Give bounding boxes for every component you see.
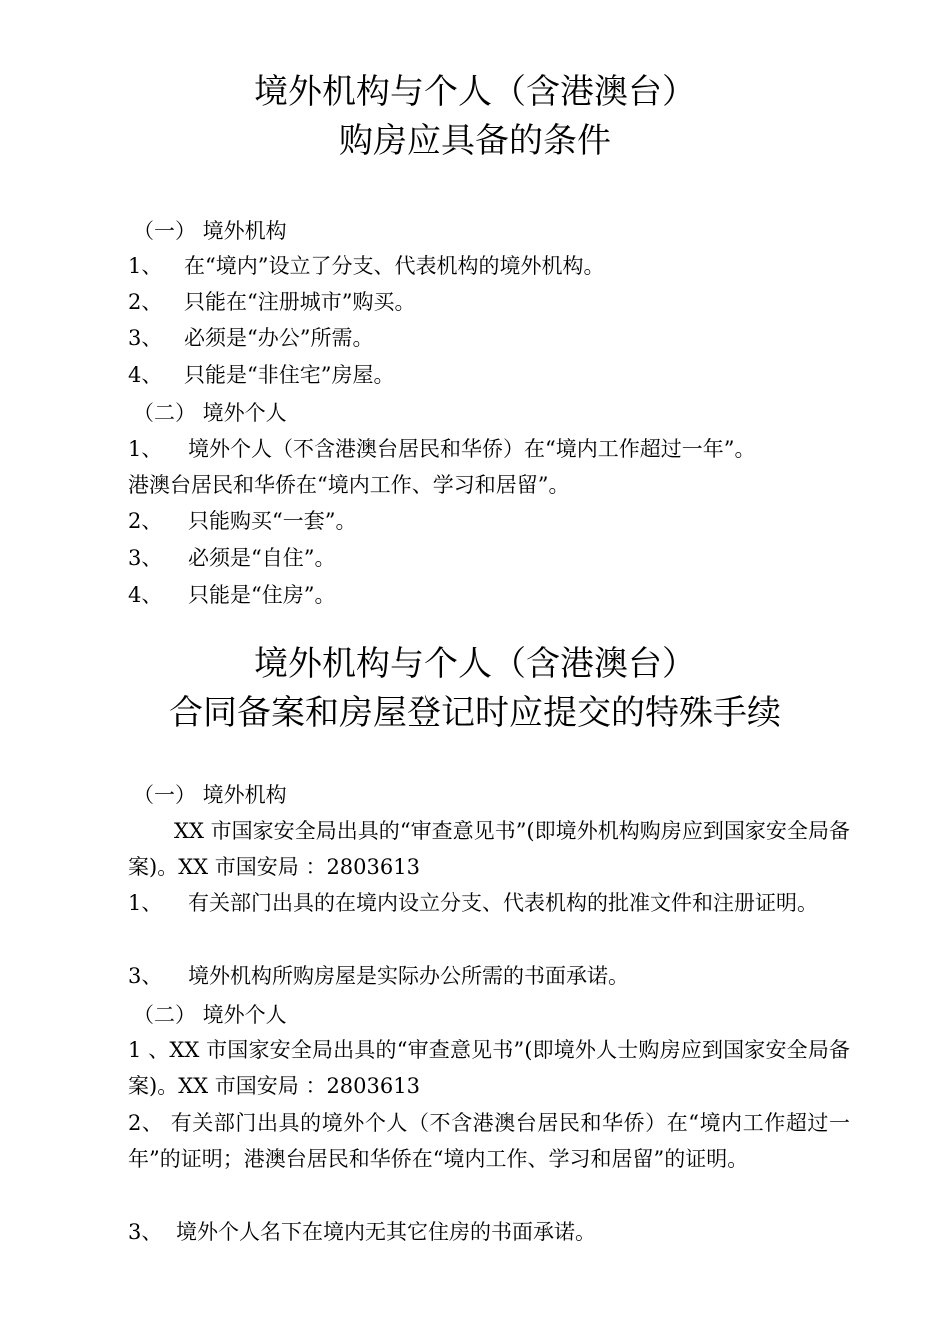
section2-title-line2: 合同备案和房屋登记时应提交的特殊手续 [169,693,781,733]
section1-org-item [128,323,373,353]
item-number: 3、 [128,964,163,988]
section2-org-heading: （一） 境外机构 [133,783,287,807]
item-text: 必须是“办公”所需。 [184,326,374,350]
section1-person-item [128,506,356,536]
section2-org-item [128,961,629,991]
item-number: 3、 [128,326,163,350]
item-text: 只能是“非住宅”房屋。 [184,363,395,387]
section1-org-item [128,360,394,390]
item-number: 3、 [128,546,163,570]
item-number: 4、 [128,583,163,607]
section2-org-item [128,885,850,921]
item-text: 有关部门出具的在境内设立分支、代表机构的批准文件和注册证明。 [188,891,818,915]
item-text: 只能是“住房”。 [188,583,336,607]
item-text: 境外个人（不含港澳台居民和华侨）在“境内工作超过一年”。 [188,437,756,461]
item-number: 2、 [128,509,163,533]
section1-org-item [128,251,604,281]
section1-person-heading: （二） 境外个人 [133,401,287,425]
section2-person-item [128,1217,596,1247]
item-text: 在“境内”设立了分支、代表机构的境外机构。 [184,254,605,278]
section2-person-heading: （二） 境外个人 [133,1003,287,1027]
section1-person-item-continued: 港澳台居民和华侨在“境内工作、学习和居留”。 [128,473,570,497]
section2-person-paragraph: 2、 有关部门出具的境外个人（不含港澳台居民和华侨）在“境内工作超过一年”的证明；港澳台居民和华侨在“境内工作、学习和居留”的证明。 [128,1111,850,1171]
section2-title-line1: 境外机构与个人（含港澳台） [254,644,696,684]
item-text: 只能在“注册城市”购买。 [184,290,416,314]
item-text: 境外个人名下在境内无其它住房的书面承诺。 [176,1220,596,1244]
item-number: 3、 [128,1220,163,1244]
item-number: 1、 [128,254,163,278]
section1-person-item [128,434,755,464]
section1-org-item [128,287,415,317]
section2-person-paragraph: 1 、XX 市国家安全局出具的“审查意见书”(即境外人士购房应到国家安全局备案)。XX 市国安局 ：2803613 [128,1038,850,1098]
section1-title-line1: 境外机构与个人（含港澳台） [254,72,696,112]
item-number: 4、 [128,363,163,387]
item-text: 必须是“自住”。 [188,546,336,570]
item-number: 2、 [128,290,163,314]
section1-person-item [128,543,335,573]
item-number: 1、 [128,437,163,461]
section2-org-paragraph: XX 市国家安全局出具的“审查意见书”(即境外机构购房应到国家安全局备案)。XX 市国安局 ：2803613 [128,819,850,879]
item-text: 境外机构所购房屋是实际办公所需的书面承诺。 [188,964,629,988]
section1-title-line2: 购房应具备的条件 [339,121,611,161]
section1-person-item [128,580,335,610]
item-number: 1、 [128,891,163,915]
item-text: 只能购买“一套”。 [188,509,357,533]
section1-org-heading: （一） 境外机构 [133,219,287,243]
